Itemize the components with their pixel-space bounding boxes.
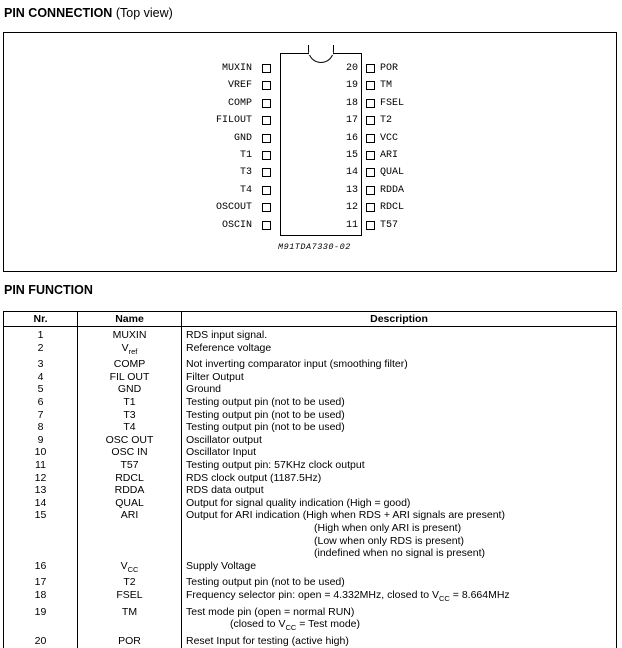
description-text: Supply Voltage	[186, 559, 257, 572]
table-header-row	[4, 312, 617, 327]
pin-number: 13	[345, 184, 358, 196]
pin-name: OSCIN	[221, 219, 252, 231]
description-text: Testing output pin (not to be used)	[186, 396, 345, 409]
pin-number: 19	[345, 80, 358, 92]
pin-name-cell	[78, 358, 182, 371]
table-row	[4, 434, 617, 447]
pin-number: 16	[345, 132, 358, 144]
pin-description-cell	[182, 446, 617, 459]
description-text: Frequency selector pin: open = 4.332MHz, closed to V	[186, 589, 440, 602]
pin-name-cell	[78, 446, 182, 459]
pin-connection-title: PIN CONNECTION	[4, 6, 113, 20]
description-text: Testing output pin (not to be used)	[186, 408, 345, 421]
description-text: = Test mode)	[296, 618, 361, 631]
pin-nr-cell: 4	[4, 371, 78, 384]
table-row	[4, 497, 617, 510]
description-text: Not inverting comparator input (smoothing filter)	[186, 358, 408, 371]
pin-name: OSC OUT	[105, 433, 154, 446]
pin-nr-cell: 7	[4, 409, 78, 422]
pin-description-cell	[182, 383, 617, 396]
pin-nr-cell: 20	[4, 635, 78, 648]
table-row	[4, 560, 617, 577]
table-row	[4, 371, 617, 384]
pin-name-cell	[78, 409, 182, 422]
pin-name: T1	[123, 396, 136, 409]
table-row	[4, 396, 617, 409]
description-text: RDS data output	[186, 484, 264, 497]
pin-name-cell	[78, 484, 182, 497]
pin-name: T1	[239, 150, 252, 161]
description-text: Oscillator output	[186, 433, 262, 446]
pin-description-cell	[182, 560, 617, 577]
description-continuation: (indefined when no signal is present)	[314, 547, 486, 560]
pin-name: TM	[121, 605, 138, 618]
description-text: Ground	[186, 383, 222, 396]
pin-name: POR	[380, 63, 399, 74]
pin-pad	[366, 168, 375, 177]
pin-connection-subtitle: (Top view)	[115, 6, 173, 20]
right-pin-12	[334, 199, 454, 216]
table-row	[4, 358, 617, 371]
pin-pad	[262, 116, 271, 125]
pin-nr-cell: 11	[4, 459, 78, 472]
right-pin-17	[334, 112, 454, 129]
pin-nr-cell: 1	[4, 327, 78, 342]
pin-pad	[366, 99, 375, 108]
pin-pad	[262, 221, 271, 230]
pin-description-cell	[182, 459, 617, 472]
table-row	[4, 576, 617, 589]
pin-name-cell	[78, 396, 182, 409]
pin-description-cell	[182, 509, 617, 559]
pin-name: FSEL	[116, 589, 143, 602]
pin-pad	[262, 203, 271, 212]
pin-description-cell	[182, 484, 617, 497]
header-name: Name	[78, 312, 182, 327]
pin-description-cell	[182, 606, 617, 635]
pin-name: T4	[239, 184, 252, 196]
table-row	[4, 327, 617, 342]
pin-pad	[262, 134, 271, 143]
pin-name: RDCL	[115, 471, 144, 484]
description-subscript: CC	[439, 594, 450, 604]
pin-number: 12	[345, 202, 358, 214]
description-text: Test mode pin (open = normal RUN)	[186, 605, 355, 618]
pin-name: GND	[233, 132, 252, 144]
description-text: Oscillator Input	[186, 446, 257, 459]
pin-description-cell	[182, 327, 617, 342]
table-row	[4, 589, 617, 606]
pin-name-cell	[78, 497, 182, 510]
description-text: Reset Input for testing (active high)	[186, 635, 349, 648]
pin-pad	[262, 99, 271, 108]
pin-description-cell	[182, 371, 617, 384]
pin-name: VCC	[380, 132, 399, 144]
pin-nr-cell: 9	[4, 434, 78, 447]
description-text: Reference voltage	[186, 341, 272, 354]
pin-number: 17	[345, 115, 358, 127]
pin-name: TM	[380, 80, 393, 92]
pin-name: T57	[380, 219, 399, 231]
pin-pad	[262, 168, 271, 177]
pin-nr-cell: 19	[4, 606, 78, 635]
pin-name: RDCL	[380, 202, 405, 214]
pin-description-cell	[182, 576, 617, 589]
pin-name-cell	[78, 421, 182, 434]
pin-nr-cell: 8	[4, 421, 78, 434]
table-row	[4, 383, 617, 396]
pin-function-heading	[4, 283, 93, 297]
pin-name: RDDA	[114, 484, 145, 497]
pin-pad	[366, 64, 375, 73]
pin-name-cell	[78, 383, 182, 396]
pin-name: OSC IN	[111, 446, 148, 459]
pin-description-cell	[182, 434, 617, 447]
pin-pad	[262, 81, 271, 90]
pin-nr-cell: 12	[4, 472, 78, 485]
pin-nr-cell: 14	[4, 497, 78, 510]
pin-diagram-box	[3, 32, 617, 272]
table-row	[4, 635, 617, 648]
pin-nr-cell: 2	[4, 342, 78, 359]
pin-name-cell	[78, 589, 182, 606]
description-text: RDS input signal.	[186, 329, 268, 341]
table-row	[4, 484, 617, 497]
description-text: Testing output pin: 57KHz clock output	[186, 459, 365, 472]
pin-description-cell	[182, 421, 617, 434]
pin-nr-cell: 16	[4, 560, 78, 577]
right-pin-16	[334, 130, 454, 147]
right-pin-18	[334, 95, 454, 112]
description-continuation	[186, 618, 616, 635]
pin-description-cell	[182, 396, 617, 409]
pin-function-table	[3, 311, 617, 648]
description-text: Output for signal quality indication (High = good)	[186, 496, 411, 509]
pin-number: 14	[345, 167, 358, 179]
chip-code: M91TDA7330-02	[278, 242, 351, 252]
table-row	[4, 421, 617, 434]
header-nr: Nr.	[4, 312, 78, 327]
pin-pad	[366, 221, 375, 230]
pin-number: 15	[345, 150, 358, 161]
pin-pad	[366, 116, 375, 125]
pin-name: QUAL	[115, 496, 144, 509]
pin-name-cell	[78, 327, 182, 342]
pin-name: FILOUT	[215, 115, 252, 127]
table-row	[4, 446, 617, 459]
pin-name: MUXIN	[221, 63, 252, 74]
description-continuation: (Low when only RDS is present)	[314, 534, 464, 547]
pin-name: GND	[117, 383, 142, 396]
pin-nr-cell: 17	[4, 576, 78, 589]
right-pin-15	[334, 147, 454, 164]
pin-name-cell	[78, 560, 182, 577]
pin-name: COMP	[227, 97, 252, 109]
header-description: Description	[182, 312, 617, 327]
pin-nr-cell: 18	[4, 589, 78, 606]
pin-name-cell	[78, 509, 182, 559]
pin-name: T4	[123, 421, 136, 434]
pin-name-subscript: ref	[128, 346, 138, 356]
right-pin-11	[334, 217, 454, 234]
pin-nr-cell: 6	[4, 396, 78, 409]
right-pin-13	[334, 182, 454, 199]
table-row	[4, 342, 617, 359]
pin-description-cell	[182, 342, 617, 359]
table-row	[4, 409, 617, 422]
description-text: Filter Output	[186, 370, 244, 383]
pin-pad	[366, 134, 375, 143]
pin-pad	[366, 203, 375, 212]
pin-name: RDDA	[380, 184, 405, 196]
description-subscript: CC	[285, 623, 297, 633]
pin-name: QUAL	[380, 167, 405, 179]
pin-name-cell	[78, 576, 182, 589]
pin-name: VREF	[227, 80, 252, 92]
pin-pad	[366, 81, 375, 90]
pin-number: 18	[345, 97, 358, 109]
right-pin-20	[334, 60, 454, 77]
pin-name: OSCOUT	[215, 202, 252, 214]
pin-description-cell	[182, 358, 617, 371]
pin-pad	[262, 151, 271, 160]
pin-name: T3	[239, 167, 252, 179]
pin-name: T3	[123, 408, 136, 421]
pin-name: FSEL	[380, 97, 405, 109]
pin-name: ARI	[380, 150, 399, 161]
pin-name: V	[121, 341, 129, 354]
pin-description-cell	[182, 589, 617, 606]
pin-pad	[262, 64, 271, 73]
table-body	[4, 327, 617, 648]
pin-name-cell	[78, 342, 182, 359]
pin-name: COMP	[113, 358, 146, 371]
pin-name-cell	[78, 434, 182, 447]
table-row	[4, 509, 617, 559]
pin-pad	[262, 186, 271, 195]
pin-name: T2	[380, 115, 393, 127]
pin-pad	[366, 151, 375, 160]
pin-description-cell	[182, 497, 617, 510]
pin-nr-cell: 10	[4, 446, 78, 459]
pin-description-cell	[182, 472, 617, 485]
pin-name-cell	[78, 459, 182, 472]
pin-name: FIL OUT	[109, 370, 150, 383]
table-row	[4, 606, 617, 635]
description-continuation: (High when only ARI is present)	[314, 522, 462, 534]
pin-name: T57	[120, 459, 139, 472]
right-pin-14	[334, 164, 454, 181]
description-text: (closed to V	[230, 618, 286, 631]
pin-name: POR	[118, 635, 141, 648]
pin-name-cell	[78, 606, 182, 635]
pin-nr-cell: 3	[4, 358, 78, 371]
table-row	[4, 459, 617, 472]
description-text: RDS clock output (1187.5Hz)	[186, 471, 322, 484]
description-text: = 8.664MHz	[449, 589, 510, 602]
pin-name-cell	[78, 472, 182, 485]
pin-name: V	[120, 559, 128, 572]
pin-name-subscript: CC	[127, 564, 139, 574]
pin-function-title: PIN FUNCTION	[4, 283, 93, 297]
pin-name-cell	[78, 371, 182, 384]
pin-connection-heading	[4, 6, 173, 20]
pin-description-cell	[182, 409, 617, 422]
pin-pad	[366, 186, 375, 195]
description-text: Testing output pin (not to be used)	[186, 576, 345, 589]
pin-description-cell	[182, 635, 617, 648]
pin-name: T2	[123, 576, 136, 589]
pin-number: 20	[345, 63, 358, 74]
description-text: Output for ARI indication (High when RDS + ARI signals are present)	[186, 509, 505, 522]
description-text: Testing output pin (not to be used)	[186, 421, 345, 434]
pin-number: 11	[345, 219, 358, 231]
pin-name: ARI	[120, 509, 139, 522]
pin-name: MUXIN	[112, 329, 147, 341]
right-pin-19	[334, 77, 454, 94]
pin-nr-cell: 13	[4, 484, 78, 497]
pin-name-cell	[78, 635, 182, 648]
pin-nr-cell: 5	[4, 383, 78, 396]
table-row	[4, 472, 617, 485]
pin-nr-cell: 15	[4, 509, 78, 559]
